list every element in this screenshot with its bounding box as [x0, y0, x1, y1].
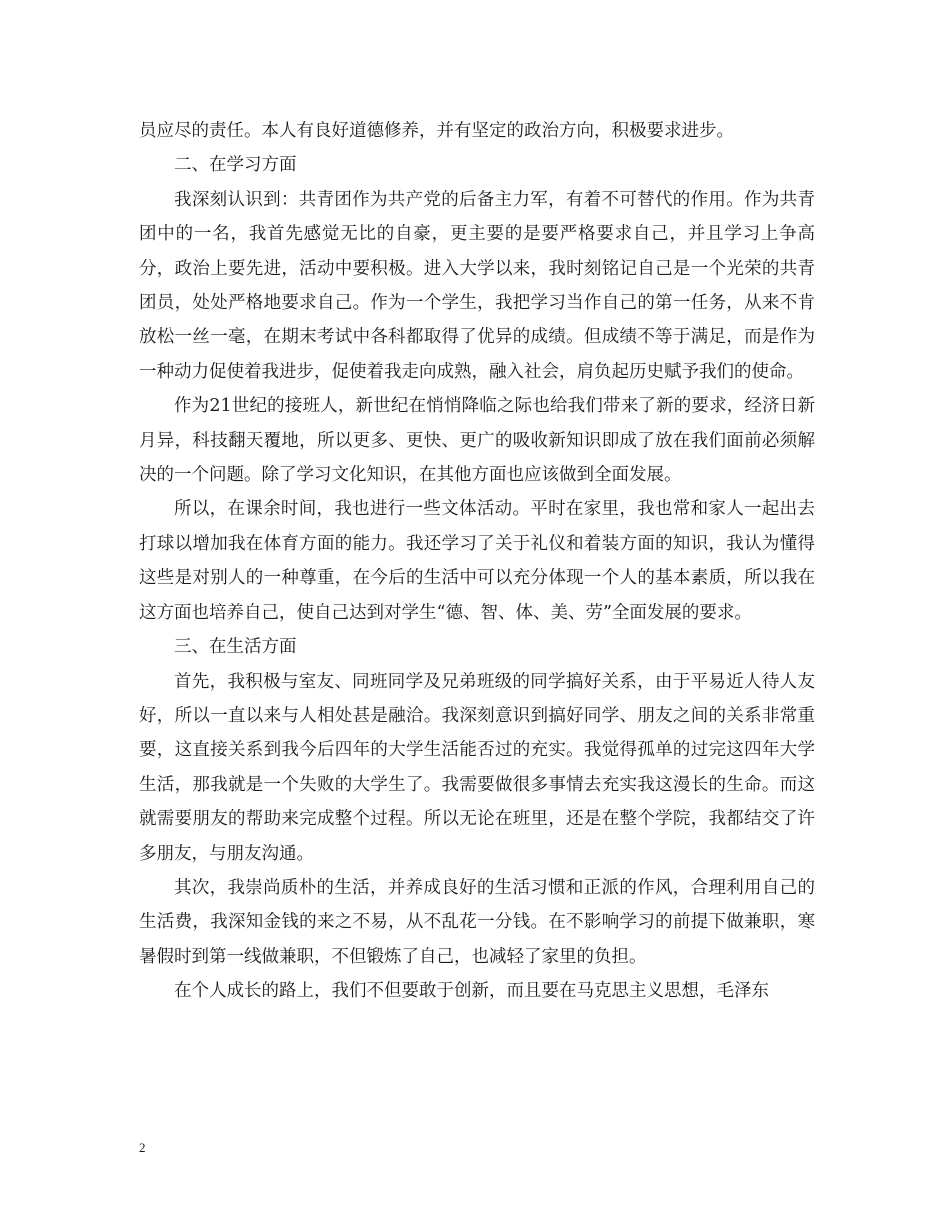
paragraph: 其次，我崇尚质朴的生活，并养成良好的生活习惯和正派的作风，合理利用自己的生活费，我深知金钱的来之不易，从不乱花一分钱。在不影响学习的前提下做兼职，寒暑假时到第一线做兼职，不但锻炼了自己，也减轻了家里的负担。: [139, 877, 815, 967]
paragraph: 员应尽的责任。本人有良好道德修养，并有坚定的政治方向，积极要求进步。: [139, 121, 734, 141]
section-heading-study: 二、在学习方面: [174, 155, 297, 176]
document-body: [139, 114, 815, 1009]
paragraph: 首先，我积极与室友、同班同学及兄弟班级的同学搞好关系，由于平易近人待人友好，所以一直以来与人相处甚是融洽。我深刻意识到搞好同学、朋友之间的关系非常重要，这直接关系到我今后四年的大学生活能否过的充实。我觉得孤单的过完这四年大学生活，那我就是一个失败的大学生了。我需要做很多事情去充实我这漫长的生命。而这就需要朋友的帮助来完成整个过程。所以无论在班里，还是在整个学院，我都结交了许多朋友，与朋友沟通。: [139, 671, 815, 864]
section-heading-life: 三、在生活方面: [174, 637, 297, 658]
paragraph: 在个人成长的路上，我们不但要敢于创新，而且要在马克思主义思想，毛泽东: [174, 981, 769, 1002]
paragraph: 所以，在课余时间，我也进行一些文体活动。平时在家里，我也常和家人一起出去打球以增加我在体育方面的能力。我还学习了关于礼仪和着装方面的知识，我认为懂得这些是对别人的一种尊重，在今后的生活中可以充分体现一个人的基本素质，所以我在这方面也培养自己，使自己达到对学生“德、智、体、美、劳”全面发展的要求。: [139, 499, 815, 623]
paragraph: 我深刻认识到：共青团作为共产党的后备主力军，有着不可替代的作用。作为共青团中的一名，我首先感觉无比的自豪，更主要的是要严格要求自己，并且学习上争高分，政治上要先进，活动中要积极。进入大学以来，我时刻铭记自己是一个光荣的共青团员，处处严格地要求自己。作为一个学生，我把学习当作自己的第一任务，从来不肯放松一丝一毫，在期末考试中各科都取得了优异的成绩。但成绩不等于满足，而是作为一种动力促使着我进步，促使着我走向成熟，融入社会，肩负起历史赋予我们的使命。: [139, 189, 815, 382]
paragraph: 作为21世纪的接班人，新世纪在悄悄降临之际也给我们带来了新的要求，经济日新月异，科技翻天覆地，所以更多、更快、更广的吸收新知识即成了放在我们面前必须解决的一个问题。除了学习文化知识，在其他方面也应该做到全面发展。: [139, 396, 815, 486]
page-number: 2: [139, 1140, 146, 1155]
